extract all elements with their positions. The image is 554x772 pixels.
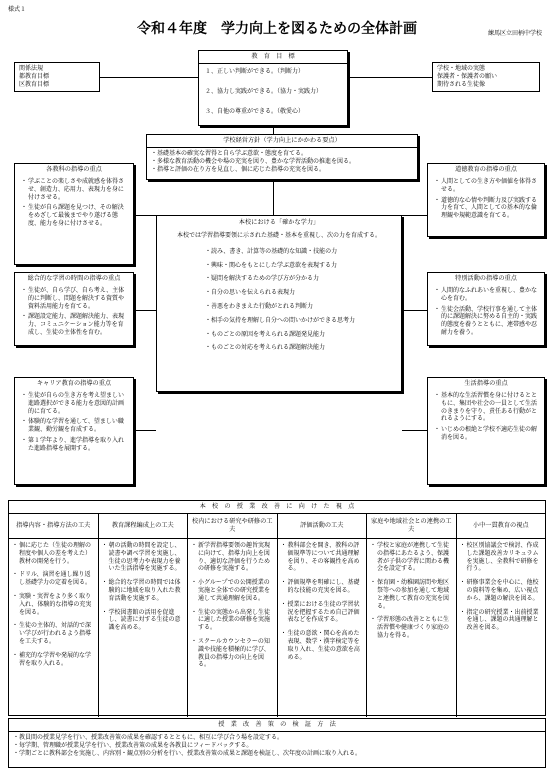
ability-item: ・自分の思いを伝えられる表現力 — [205, 289, 296, 297]
subject-point: ・ 生徒が自ら課題を見つけ、その解決をめざして最後までやり遂げる態度、能力を身に付けさせる。 — [21, 204, 127, 227]
improvement-column — [367, 514, 457, 717]
education-goals-header: 教 育 目 標 — [199, 51, 347, 64]
policy-item: ・指導と評価の在り方を見直し、個に応じた指導の充実を図る。 — [151, 165, 326, 173]
improvement-item: ・ 総合的な学習の時間では体験的に地域を取り入れた教育活動を実施する。 — [102, 579, 185, 602]
improvement-column-title: 校内における研究や研修の工夫 — [188, 514, 277, 539]
form-label: 様式１ — [8, 6, 27, 13]
community-item: 期待される生徒像 — [437, 80, 486, 88]
management-policy-box — [146, 134, 418, 180]
community-item: 学校・地域の実態 — [437, 65, 486, 72]
education-goal: ３、自他の尊重ができる。（敬愛心） — [205, 107, 305, 115]
improvement-item: ・ 生徒の意欲・関心を高めた表現、数学・漢字検定等を取り入れ、生徒の意欲を高める。 — [281, 630, 364, 661]
improvement-item: ・ 生徒の実態から出発し生徒に適した授業の研修を実施する。 — [191, 609, 274, 632]
improvement-list — [188, 539, 277, 669]
improvement-list — [278, 539, 367, 661]
improvement-item: ・ 小グループでの公開授業の実施と全体での研究授業を通して共通理解を図る。 — [191, 579, 274, 602]
integrated-header: 総合的な学習の時間の指導の重点 — [27, 275, 121, 282]
community-box — [432, 62, 540, 92]
solid-academic-ability-box — [156, 215, 402, 392]
career-point: ・ 体験的な学習を通して、望ましい職業観、勤労観を育成する。 — [21, 418, 127, 434]
law-item: 区教育目標 — [19, 80, 50, 88]
ability-item: ・興味・関心をもとにした学ぶ意欲を表現する力 — [205, 261, 338, 269]
guidance-point: ・ いじめの根絶と学校不適応生徒の解消を図る。 — [434, 426, 538, 442]
community-item: 保護者・保護者の願い — [437, 72, 498, 80]
law-item: 関係法規 — [19, 65, 44, 72]
improvement-column — [99, 514, 189, 717]
improvement-item: ・ スクールカウンセラーの知識や技能を積極的に学び、教員の指導力の向上を図る。 — [191, 638, 274, 669]
integrated-study-box — [14, 272, 134, 346]
special-activities-box — [427, 272, 545, 346]
ability-item: ・善悪をわきまえた行動がとれる判断力 — [205, 303, 314, 311]
improvement-item: ・ 指定の研究授業・出前授業を通し、課題の共通理解と改善を図る。 — [460, 609, 543, 632]
improvement-item: ・ 校区別協議会で検討、作成した課題改善カリキュラムを実施し、全教科で研修を行う。 — [460, 542, 543, 573]
subject-point: ・ 学ぶことの楽しさや成就感を体得させ、創造力、応用力、表現力を身に付けさせる。 — [21, 178, 127, 201]
verification-item: ・毎学期、管理職が授業見学を行い、授業改善策の成果を各教員にフィードバックする。 — [13, 741, 253, 749]
improvement-item: ・ 学校と家庭が連携して生徒の指導にあたるよう、保護者が子供の学習に関わる機会を設定する。 — [370, 542, 453, 573]
policy-header: 学校経営方針（学力向上にかかわる要点） — [147, 135, 417, 148]
improvement-item: ・ 実験・実習をより多く取り入れ、体験的な指導の充実を図る。 — [12, 593, 95, 616]
special-point: ・ 人間的なふれあいを重視し、豊かな心を育む。 — [434, 287, 538, 303]
improvement-item: ・ 学習形態の改善とともに生活習慣や健康づくり家庭の協力を得る。 — [370, 616, 453, 639]
improvement-item: ・ 保育園・幼稚園訪問や地区祭等への参加を通して地域と連携して教育の充実を図る。 — [370, 579, 453, 610]
improvement-list — [99, 539, 188, 632]
verification-item: ・学期ごとに教科部会を実施し、内容別・観点別の分析を行い、授業改善策の成果と課題を検証し、次年度の計画に取り入れる。 — [13, 749, 362, 757]
improvement-column — [188, 514, 278, 717]
improvement-column — [457, 514, 546, 717]
ability-item: ・ものごとの対応を考えられる課題解決能力 — [205, 344, 326, 352]
improvement-list — [9, 539, 98, 667]
improvement-item: ・ 新学習指導要領の趣旨実現に向けて、指導力向上を図り、適切な評価を行うための研修を実施する。 — [191, 542, 274, 573]
guidance-header: 生活指導の重点 — [464, 380, 508, 387]
law-item: 都教育目標 — [19, 72, 50, 80]
moral-header: 道徳教育の指導の重点 — [455, 166, 517, 173]
improvement-column-title: 指導内容・指導方法の工夫 — [9, 514, 98, 539]
improvement-item: ・ 教科部会を開き、教科の評価規準等について共通理解を図り、その客観性を高める。 — [281, 542, 364, 573]
ability-item: ・読み、書き、計算等の基礎的な知識・技能の力 — [205, 247, 338, 255]
improvement-item: ・ 授業における生徒の学習状況を把握するため自己評価表などを作成する。 — [281, 601, 364, 624]
center-header: 本校における「確かな学力」 — [238, 219, 320, 226]
verification-section — [8, 718, 546, 768]
verify-header: 授 業 改 善 策 の 検 証 方 法 — [9, 719, 545, 732]
ability-item: ・ものごとの原因を考えられる課題発見能力 — [205, 330, 326, 338]
special-point: ・ 生徒会活動、学校行事を通して主体的に課題解決に努める自主的・実践的態度を養うとともに、連帯感や忍耐力を養う。 — [434, 306, 538, 337]
laws-box — [14, 62, 100, 92]
improvement-header: 本 校 の 授 業 改 善 に 向 け た 視 点 — [9, 501, 545, 514]
center-intro: 本校では学習指導要領に示された基礎・基本を重視し、次の力を育成する。 — [177, 232, 382, 240]
career-header: キャリア教育の指導の重点 — [36, 380, 112, 387]
career-box — [14, 377, 134, 485]
education-goal: １、正しい判断ができる。（判断力） — [205, 68, 305, 76]
guidance-point: ・ 基本的な生活習慣を身に付けるとともに、集団や社会の一員として生活のきまりを守り、責任ある行動がとれるようにする。 — [434, 392, 538, 423]
integrated-point: ・ 課題設定能力、課題解決能力、表現力、コミュニケーション能力等を育成し、生徒の主体性を育む。 — [21, 313, 127, 336]
career-point: ・ 第１学年より、進学指導を取り入れた進路指導を展開する。 — [21, 437, 127, 453]
improvement-item: ・ ドリル、演習を通し繰り返し基礎学力の定着を図る。 — [12, 571, 95, 587]
policy-item: ・多様な教育活動の機会や場の充実を図り、豊かな学習活動の推進を図る。 — [151, 157, 356, 165]
subjects-header: 各教科の指導の重点 — [46, 166, 102, 173]
improvement-column — [278, 514, 368, 717]
improvement-item: ・ 補充的な学習や発展的な学習を取り入れる。 — [12, 652, 95, 668]
lesson-improvement-section — [8, 500, 546, 716]
improvement-column — [9, 514, 99, 717]
improvement-column-title: 評価活動の工夫 — [278, 514, 367, 539]
improvement-list — [457, 539, 546, 632]
verification-item: ・教員間の授業見学を行い、授業改善策の成果を確認するとともに、相互に学び合う場を設定する。 — [13, 734, 284, 742]
integrated-point: ・ 生徒が、自ら学び、自ら考え、主体的に判断し、問題を解決する資質や資料活用能力を育てる。 — [21, 287, 127, 310]
policy-item: ・基礎基本の確実な習得と自ら学ぶ意欲・態度を育てる。 — [151, 150, 308, 158]
improvement-item: ・ 個に応じた（生徒の理解の程度や個人の差を考えた）教材の開発を行う。 — [12, 542, 95, 565]
moral-box — [427, 163, 545, 237]
improvement-column-title: 小中一貫教育の視点 — [457, 514, 546, 539]
improvement-item: ・ 生徒の主体的、対話的で深い学びが行われるよう指導を工夫する。 — [12, 622, 95, 645]
moral-point: ・ 道徳的な心情や判断力及び実践する力を育て、人間としての基本的な倫理観や規範意識を育てる。 — [434, 197, 538, 220]
improvement-list — [367, 539, 456, 640]
ability-item: ・相手の気持を理解し自分への問いかけができる思考力 — [205, 316, 356, 324]
guidance-box — [427, 377, 545, 485]
education-goal: ２、協力し実践ができる。（協力・実践力） — [205, 87, 323, 95]
improvement-item: ・ 評価規準を明確にし、基礎的な技能の充実を図る。 — [281, 579, 364, 595]
moral-point: ・ 人間としての生き方や価値を体得させる。 — [434, 178, 538, 194]
school-name: 練馬区立田柄中学校 — [487, 30, 542, 37]
improvement-item: ・ 学校図書館の活用を促進し、読書に対する生徒の意識を高める。 — [102, 609, 185, 632]
career-point: ・ 生徒が自らの生き方を考え望ましい進路選択ができる能力を意図的計画的に育てる。 — [21, 392, 127, 415]
improvement-item: ・ 研修事業会を中心に、他校の資料等を集め、広い視点から、課題の解決を図る。 — [460, 579, 543, 602]
ability-item: ・疑問を解決するための学び方が分かる力 — [205, 275, 320, 283]
improvement-item: ・ 朝の活動の時間を設定し、読書や調べ学習を実施し、生徒の思考力や表現力を養いた生活指導を実施する。 — [102, 542, 185, 573]
improvement-column-title: 教育課程編成上の工夫 — [99, 514, 188, 539]
special-header: 特別活動の指導の重点 — [455, 275, 517, 282]
subjects-box — [14, 163, 134, 265]
education-goals-box — [198, 50, 348, 126]
improvement-column-title: 家庭や地域社会との連携の工夫 — [367, 514, 456, 539]
page-title: 令和４年度 学力向上を図るための全体計画 — [137, 21, 417, 37]
